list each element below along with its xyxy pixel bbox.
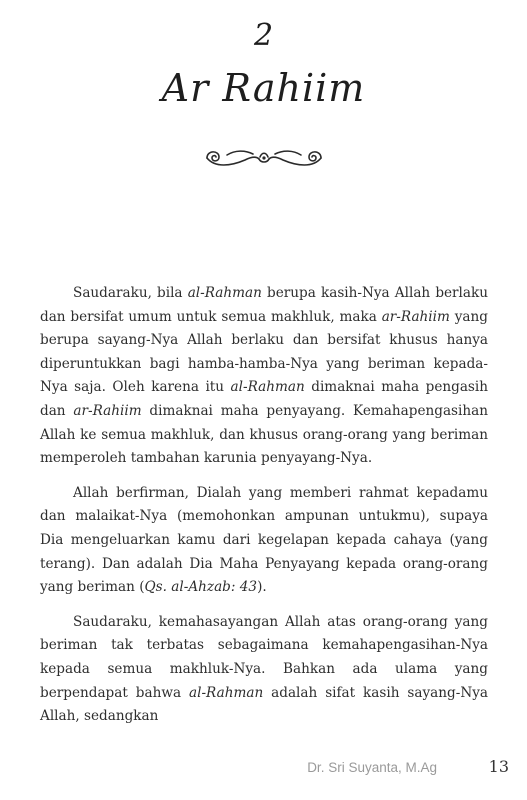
text-run: dimaknai maha pengasih dan	[40, 379, 488, 419]
italic-term: al-Rahman	[230, 379, 305, 396]
paragraph-2	[40, 482, 488, 600]
italic-term: al-Rahman	[187, 285, 262, 301]
text-run: Saudaraku, bila	[73, 285, 188, 301]
text-run: Allah berfirman, Dialah yang memberi rahmat kepadamu dan malaikat-Nya (memohonkan ampunan untukmu), supaya Dia mengeluarkan kamu dari kegelapan kepada cahaya (yang terang). Dan adalah Dia Maha Penyayang kepada orang-orang yang beriman (	[40, 484, 488, 596]
italic-term: ar-Rahiim	[381, 308, 450, 325]
text-run: yang berupa sayang-Nya Allah berlaku dan bersifat khusus hanya diperuntukkan bagi hamba-hamba-Nya yang beriman kepada-Nya saja. Oleh karena itu	[40, 308, 488, 396]
chapter-number: 2	[253, 18, 274, 53]
page-number: 13	[488, 757, 509, 776]
text-run: dimaknai maha penyayang. Kemahapengasihan Allah ke semua makhluk, dan khusus orang-orang yang beriman memperoleh tambahan karunia penyayang-Nya.	[40, 402, 488, 467]
italic-term: Qs. al-Ahzab: 43	[144, 579, 258, 596]
body-text	[40, 282, 488, 740]
text-run: Saudaraku, kemahasayangan Allah atas orang-orang yang beriman tak terbatas sebagaimana kemahapengasihan-Nya kepada semua makhluk-Nya. Bahkan ada ulama yang berpendapat bahwa	[40, 613, 488, 701]
text-run: ).	[257, 579, 267, 596]
text-run: adalah sifat kasih sayang-Nya Allah, sedangkan	[40, 684, 488, 725]
paragraph-1	[40, 282, 488, 471]
footer-author: Dr. Sri Suyanta, M.Ag	[307, 760, 437, 775]
text-run: berupa kasih-Nya Allah berlaku dan bersifat umum untuk semua makhluk, maka	[40, 285, 489, 325]
chapter-title: Ar Rahiim	[161, 66, 366, 110]
italic-term: ar-Rahiim	[73, 402, 142, 419]
flourish-divider-icon	[201, 144, 327, 172]
paragraph-3	[40, 611, 488, 729]
italic-term: al-Rahman	[189, 684, 264, 701]
